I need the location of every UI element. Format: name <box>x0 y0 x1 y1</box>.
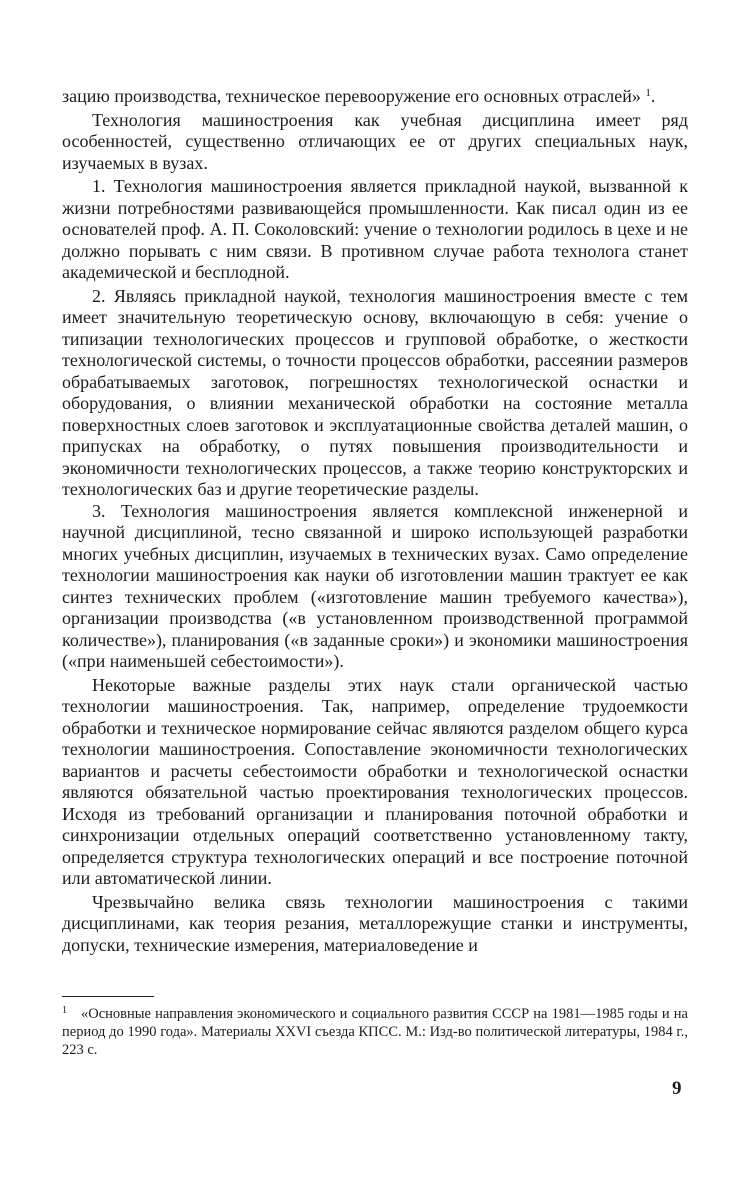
main-text <box>62 86 688 956</box>
footnote-text: «Основные направления экономического и социального развития СССР на 1981—1985 годы и на период до 1990 года». Материалы XXVI съезда КПСС. М.: Изд-во политической литературы, 1984 г., 223 с. <box>62 1006 688 1058</box>
footnote-divider <box>62 996 154 997</box>
footnote <box>62 1005 688 1059</box>
footnote-mark: 1 <box>62 1005 67 1016</box>
footnote-reference: 1 <box>645 87 651 99</box>
paragraph-intro: Технология машиностроения как учебная дисциплина имеет ряд особенностей, существенно отличающих ее от других специальных наук, изучаемых в вузах. <box>62 109 688 173</box>
paragraph-point-3: 3. Технология машиностроения является комплексной инженерной и научной дисциплиной, тесно связанной и широко использующей разработки многих учебных дисциплин, изучаемых в технических вузах. Само определение технологии машиностроения как науки об изготовлении машин трактует ее как синтез технических проблем («изготовление машин требуемого качества»), организации производства («в установленном производственной программой количестве»), планирования («в заданные сроки») и экономики машиностроения («при наименьшей себестоимости»). <box>62 500 688 671</box>
page-number: 9 <box>672 1078 682 1099</box>
paragraph-point-2: 2. Являясь прикладной наукой, технология машиностроения вместе с тем имеет значительную теоретическую основу, включающую в себя: учение о типизации технологических процессов и групповой обработке, о жесткости технологической системы, о точности процессов обработки, рассеянии размеров обрабатываемых заготовок, погрешностях технологической оснастки и оборудования, о влиянии механической обработки на состояние металла поверхностных слоев заготовок и эксплуатационные свойства деталей машин, о припусках на обработку, о путях повышения производительности и экономичности технологических процессов, а также теорию конструкторских и технологических баз и другие теоретические разделы. <box>62 285 688 499</box>
paragraph-point-1: 1. Технология машиностроения является прикладной наукой, вызванной к жизни потребностями развивающейся промышленности. Как писал один из ее основателей проф. А. П. Соколовский: учение о технологии родилось в цехе и не должно порывать с ним связи. В противном случае работа технолога станет академической и бесплодной. <box>62 176 688 282</box>
paragraph-disciplines: Чрезвычайно велика связь технологии машиностроения с такими дисциплинами, как теория резания, металлорежущие станки и инструменты, допуски, технические измерения, материаловедение и <box>62 891 688 955</box>
paragraph-sections: Некоторые важные разделы этих наук стали органической частью технологии машиностроения. Так, например, определение трудоемкости обработки и техническое нормирование сейчас являются разделом общего курса технологии машиностроения. Сопоставление экономичности технологических вариантов и расчеты себестоимости обработки и технологической оснастки являются обязательной частью проектирования технологических процессов. Исходя из требований организации и планирования поточной обработки и синхронизации отдельных операций соответственно установленному такту, определяется структура технологических операций и все построение поточной или автоматической линии. <box>62 674 688 888</box>
paragraph-continuation: зацию производства, техническое перевооружение его основных отраслей» $^1$. <box>62 86 656 106</box>
